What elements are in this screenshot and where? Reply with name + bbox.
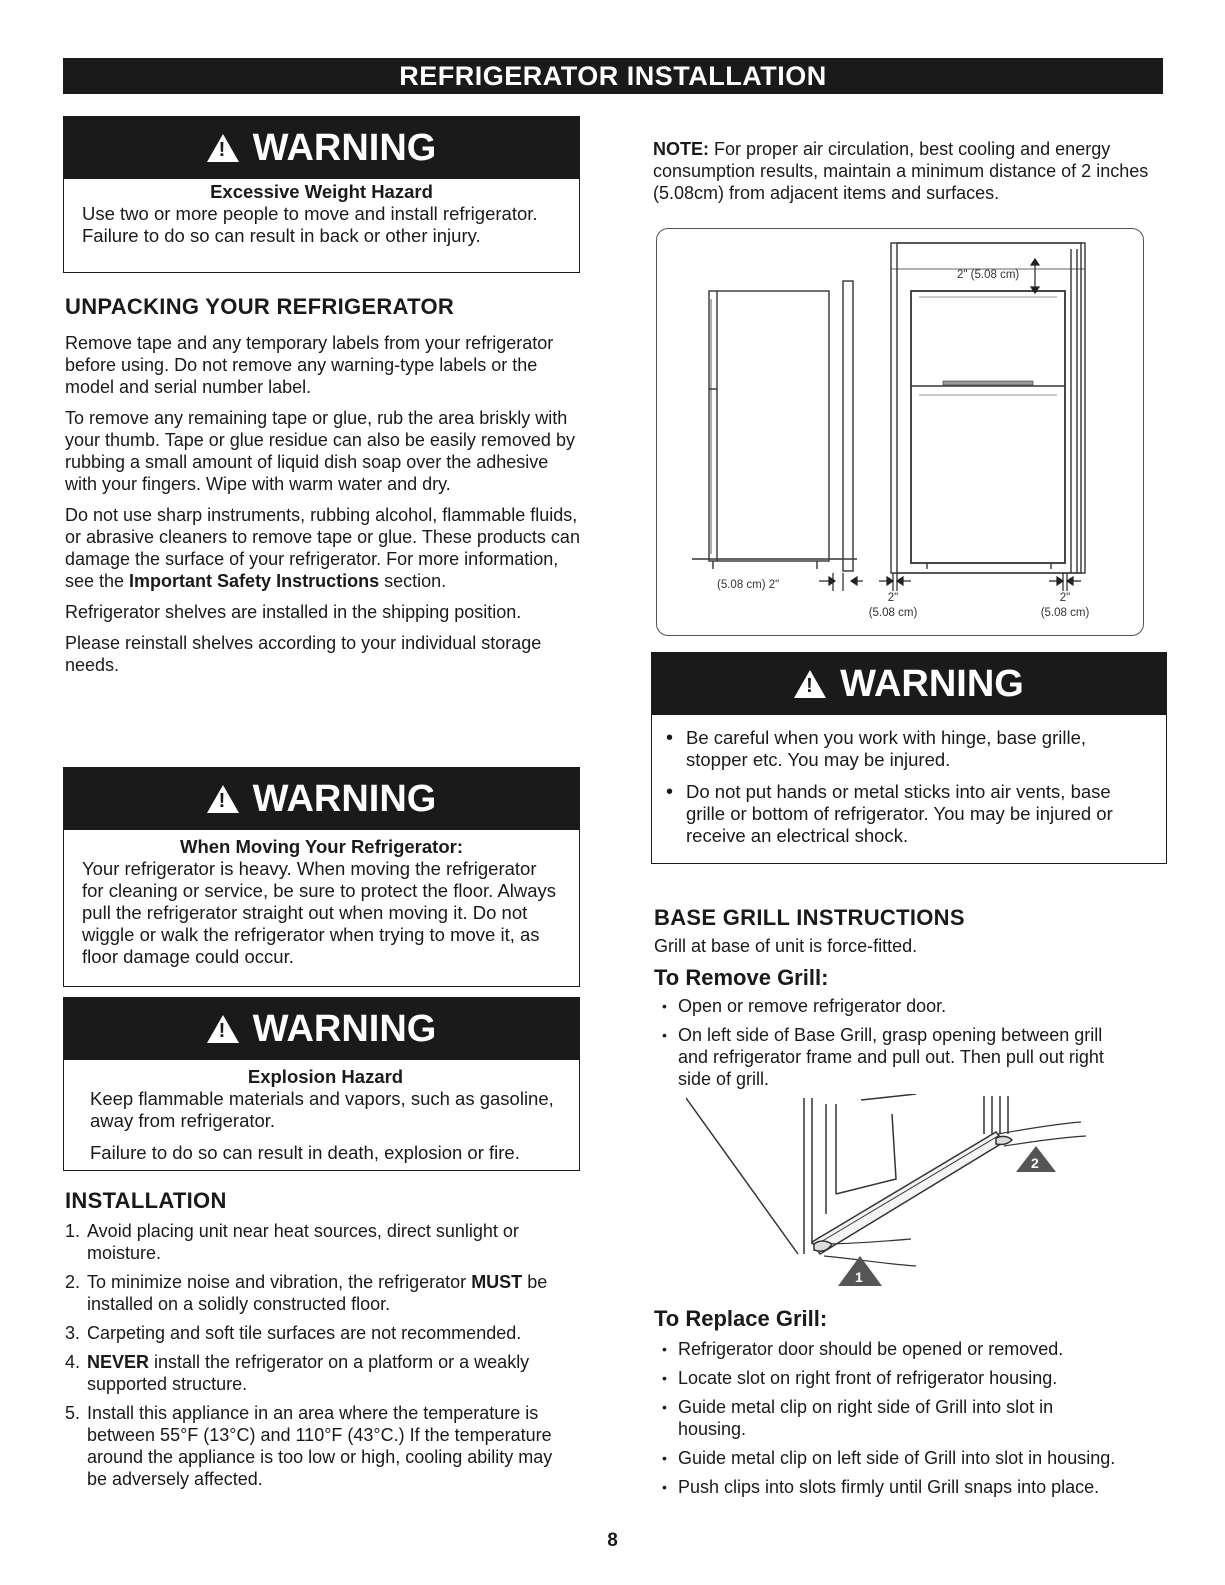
top-clearance-label: 2" (5.08 cm) [957,269,1020,281]
warning-triangle-icon [207,134,239,162]
warning-triangle-icon [207,785,239,813]
installation-item: 1. Avoid placing unit near heat sources, direct sunlight or moisture. [65,1221,519,1263]
installation-item: 5. Install this appliance in an area where the temperature is between 55°F (13°C) and 110°F (43°C.) If the temperature around the appliance is too low or high, cooling ability may be adversely affected. [65,1403,553,1489]
warning-subtitle: Excessive Weight Hazard [210,181,433,202]
subsection-heading: To Replace Grill: [654,1306,828,1331]
front-left-gap-inch: 2" [887,592,899,604]
warning-header [64,117,579,179]
warning-label: WARNING [840,663,1024,705]
remove-steps [654,995,1124,1090]
front-right-gap-inch: 2" [1059,592,1071,604]
warning-subtitle: Explosion Hazard [247,1066,404,1087]
installation-item: 3. Carpeting and soft tile surfaces are not recommended. [65,1323,522,1343]
warning-subtitle: When Moving Your Refrigerator: [180,836,463,857]
warning-text: Failure to do so can result in death, explosion or fire. [90,1142,520,1163]
warning-label: WARNING [252,778,437,820]
note-text: For proper air circulation, best cooling and energy consumption results, maintain a minimum distance of 2 inches (5.08cm) from adjacent items and surfaces. [653,139,1149,203]
step-1-marker: 1 [855,1269,863,1285]
base-grill-section [654,905,1174,1097]
step-2-marker: 2 [1031,1155,1039,1171]
warning-label: WARNING [252,1008,437,1050]
warning-box-explosion [63,997,580,1171]
paragraph: Please reinstall shelves according to your individual storage needs. [65,633,542,675]
front-right-gap-cm: (5.08 cm) [1040,607,1090,619]
unpacking-section [65,294,580,685]
installation-list [65,1220,575,1490]
paragraph: Remove tape and any temporary labels from your refrigerator before using. Do not remove any warning-type labels or the model and serial number label. [65,333,554,397]
list-item: • Push clips into slots firmly until Grill snaps into place. [654,1476,1174,1498]
replace-steps [654,1338,1174,1498]
replace-grill-section [654,1306,1174,1505]
paragraph: To remove any remaining tape or glue, rub the area briskly with your thumb. Tape or glue residue can also be easily removed by rubbing a small amount of liquid dish soap over the adhesive with your fingers. Wipe with warm water and dry. [65,408,575,494]
warning-bullet: • Be careful when you work with hinge, base grille, stopper etc. You may be injured. [662,727,1152,771]
list-item: • Refrigerator door should be opened or removed. [654,1338,1174,1360]
warning-triangle-icon [207,1015,239,1043]
installation-item: 2. To minimize noise and vibration, the refrigerator MUST be installed on a solidly constructed floor. [65,1272,548,1314]
warning-box-moving [63,767,580,987]
paragraph: Refrigerator shelves are installed in the shipping position. [65,602,522,622]
section-heading: BASE GRILL INSTRUCTIONS [654,905,965,930]
clearance-diagram [656,228,1144,636]
warning-box-hinge [651,652,1167,864]
note-label: NOTE: [653,139,709,159]
list-item: • Guide metal clip on right side of Grill into slot in housing. [654,1396,1118,1440]
safety-instructions-reference: Important Safety Instructions [129,571,380,591]
warning-triangle-icon [794,670,826,698]
warning-text: Keep flammable materials and vapors, such as gasoline, away from refrigerator. [90,1088,554,1131]
base-grill-intro: Grill at base of unit is force-fitted. [654,936,918,956]
section-heading: INSTALLATION [65,1188,227,1213]
warning-header [652,653,1166,715]
subsection-heading: To Remove Grill: [654,965,829,990]
page-banner: REFRIGERATOR INSTALLATION [63,58,1163,94]
grill-removal-svg [686,1094,1106,1294]
warning-bullet-list [652,715,1166,847]
warning-header [64,768,579,830]
grill-illustration [686,1094,1106,1294]
warning-label: WARNING [252,127,437,169]
list-item: • Locate slot on right front of refrigerator housing. [654,1367,1174,1389]
front-left-gap-cm: (5.08 cm) [868,607,918,619]
page-number: 8 [607,1530,618,1551]
installation-section [65,1188,575,1497]
warning-box-weight [63,116,580,273]
warning-bullet: • Do not put hands or metal sticks into air vents, base grille or bottom of refrigerator. You may be injured or receive an electrical shock. [662,781,1152,847]
warning-text: Failure to do so can result in back or other injury. [82,225,481,246]
side-clearance-label: (5.08 cm) 2" [717,579,780,591]
installation-item: 4. NEVER install the refrigerator on a platform or a weakly supported structure. [65,1352,530,1394]
section-heading: UNPACKING YOUR REFRIGERATOR [65,294,455,319]
clearance-diagram-svg [657,229,1143,635]
warning-text: Use two or more people to move and install refrigerator. [82,203,538,224]
warning-text: Your refrigerator is heavy. When moving the refrigerator for cleaning or service, be sure to protect the floor. Always pull the refrigerator straight out when moving it. Do not wiggle or walk the refrigerator when trying to move it, as floor damage could occur. [82,858,557,967]
list-item: • On left side of Base Grill, grasp opening between grill and refrigerator frame and pull out. Then pull out right side of grill. [654,1024,1124,1090]
note [653,138,1153,204]
warning-header [64,998,579,1060]
list-item: • Open or remove refrigerator door. [654,995,1124,1017]
list-item: • Guide metal clip on left side of Grill into slot in housing. [654,1447,1174,1469]
paragraph: Do not use sharp instruments, rubbing alcohol, flammable fluids, or abrasive cleaners to remove tape or glue. These products can damage the surface of your refrigerator. For more information, see the Important Safety Instructions section. [65,505,580,591]
